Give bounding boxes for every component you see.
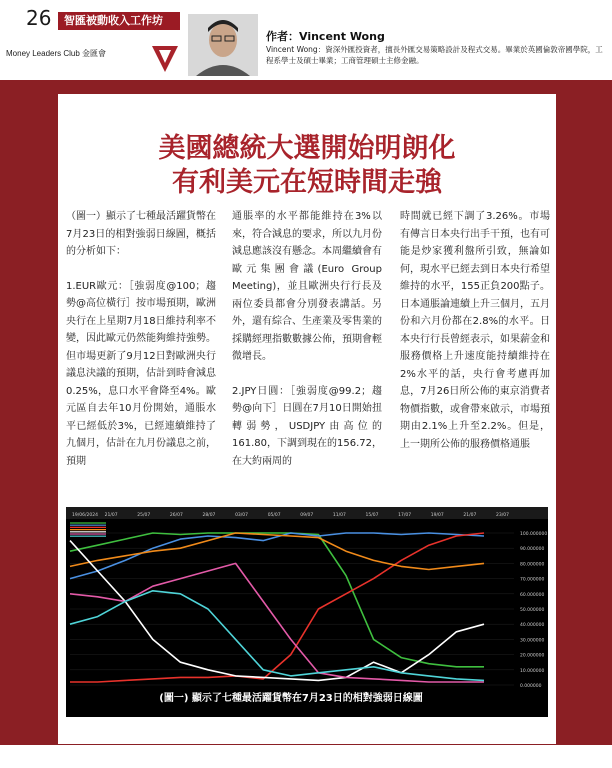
column-2 xyxy=(232,208,382,470)
page-footer xyxy=(0,745,612,768)
chart-y-tick-label: 50.000000 xyxy=(520,608,545,613)
logo-icon xyxy=(152,46,178,72)
chart-series-blue xyxy=(70,533,484,579)
chart-y-tick-label: 80.000000 xyxy=(520,562,545,568)
chart-date-label: 21/07 xyxy=(463,513,477,518)
chart-date-label: 23/07 xyxy=(496,513,509,518)
chart-date-label: 19/06/2024 xyxy=(72,513,98,518)
page-number: 26 xyxy=(26,6,52,30)
title-line-2: 有利美元在短時間走強 xyxy=(172,167,442,198)
chart-date-label: 09/07 xyxy=(300,513,314,518)
col2-gap xyxy=(232,366,382,383)
chart-date-label: 25/07 xyxy=(137,513,151,518)
chart-date-label: 15/07 xyxy=(365,513,379,518)
col1-para-2: 1.EUR歐元：［強弱度@100；趨勢@高位橫行］按市場預期，歐洲央行在上星期7月18日維持利率不變，因此歐元仍然能夠維持強勢。但市場更新了9月12日對歐洲央行議息決議的預期，估計到時會減息0.25%，息口水平會降至4%。歐元區自去年10月份開始，通脹水平已經低於3%，已經連續維持了九個月，估計在九月份議息之前，預期 xyxy=(66,280,216,467)
title-line-1: 美國總統大選開始明朗化 xyxy=(158,133,456,164)
col3-para-1: 時間就已經下調了3.26%。市場有傳言日本央行出手干預，也有可能是炒家獲利盤所引致，無論如何，現水平已經去到日本央行希望維持的水平，155正負200點子。日本通脹論連續上升三個月，五月份和六月份都在2.8%的水平。日本央行行長曾經表示，如果薪金和服務價格上升速度能持續維持在2%水平的話，央行會考慮再加息，7月26日所公佈的東京消費者物價指數，或會帶來啟示，市場預期由2.1%上升至2.2%。但是，上一期所公佈的服務價格通脹 xyxy=(400,211,550,450)
author-bio: Vincent Wong：資深外匯投資者，擅長外匯交易策略設計及程式交易。畢業於英國倫敦帝國學院，工程系學士及碩士畢業；工商管理碩士主修金融。 xyxy=(266,45,603,65)
article-title xyxy=(58,132,556,200)
author-label: 作者：Vincent Wong xyxy=(266,30,385,43)
col1-para-1: （圖一）顯示了七種最活躍貨幣在7月23日的相對強弱日線圖，概括的分析如下： xyxy=(66,211,216,257)
chart-canvas xyxy=(66,507,548,717)
chart-date-label: 28/07 xyxy=(202,513,216,518)
chart-series-pink xyxy=(70,563,484,682)
chart-date-label: 17/07 xyxy=(398,513,412,518)
chart-y-tick-label: 90.000000 xyxy=(520,547,545,553)
chart-date-label: 21/07 xyxy=(104,513,118,518)
club-name: Money Leaders Club 金匯會 xyxy=(6,49,107,58)
section-banner: 智匯被動收入工作坊 xyxy=(58,12,180,30)
column-1 xyxy=(66,208,216,470)
chart-series-green xyxy=(70,533,484,667)
chart-series-white xyxy=(70,541,484,681)
chart-y-tick-label: 40.000000 xyxy=(520,623,545,629)
chart-y-tick-label: 60.000000 xyxy=(520,592,545,598)
author-photo xyxy=(188,14,258,76)
chart-y-tick-label: 70.000000 xyxy=(520,577,545,583)
chart-y-tick-label: 10.000000 xyxy=(520,668,545,674)
chart-date-label: 26/07 xyxy=(169,513,183,518)
chart-caption: (圖一) 顯示了七種最活躍貨幣在7月23日的相對強弱日線圖 xyxy=(159,693,423,704)
column-3 xyxy=(400,208,550,453)
chart-date-label: 03/07 xyxy=(235,513,249,518)
chart-y-tick-label: 20.000000 xyxy=(520,653,545,659)
chart-date-label: 05/07 xyxy=(267,513,281,518)
chart-y-tick-label: 100.000000 xyxy=(520,532,548,537)
chart-y-tick-label: 30.000000 xyxy=(520,638,545,644)
col2-para-2: 2.JPY日圓：［強弱度@99.2；趨勢@向下］日圓在7月10日開始扭轉弱勢，USDJPY由高位的161.80，下調到現在的156.72，在大約兩周的 xyxy=(232,385,382,467)
page-header xyxy=(0,0,612,80)
col2-para-1: 通脹率的水平都能維持在3%以來，符合減息的要求，所以九月份減息應該沒有懸念。本周繼續會有歐元集團會議(Euro Group Meeting)，並且歐洲央行行長及兩位委員都會分別發表講話。另外，還有綜合、生產業及零售業的採購經理指數數據公佈，預期會輕微增長。 xyxy=(232,211,382,362)
strength-chart xyxy=(66,507,548,717)
col1-gap xyxy=(66,261,216,278)
chart-date-label: 11/07 xyxy=(332,513,346,518)
chart-y-tick-label: 0.000000 xyxy=(520,684,542,689)
chart-series-orange xyxy=(70,533,484,570)
chart-date-label: 19/07 xyxy=(430,513,444,518)
